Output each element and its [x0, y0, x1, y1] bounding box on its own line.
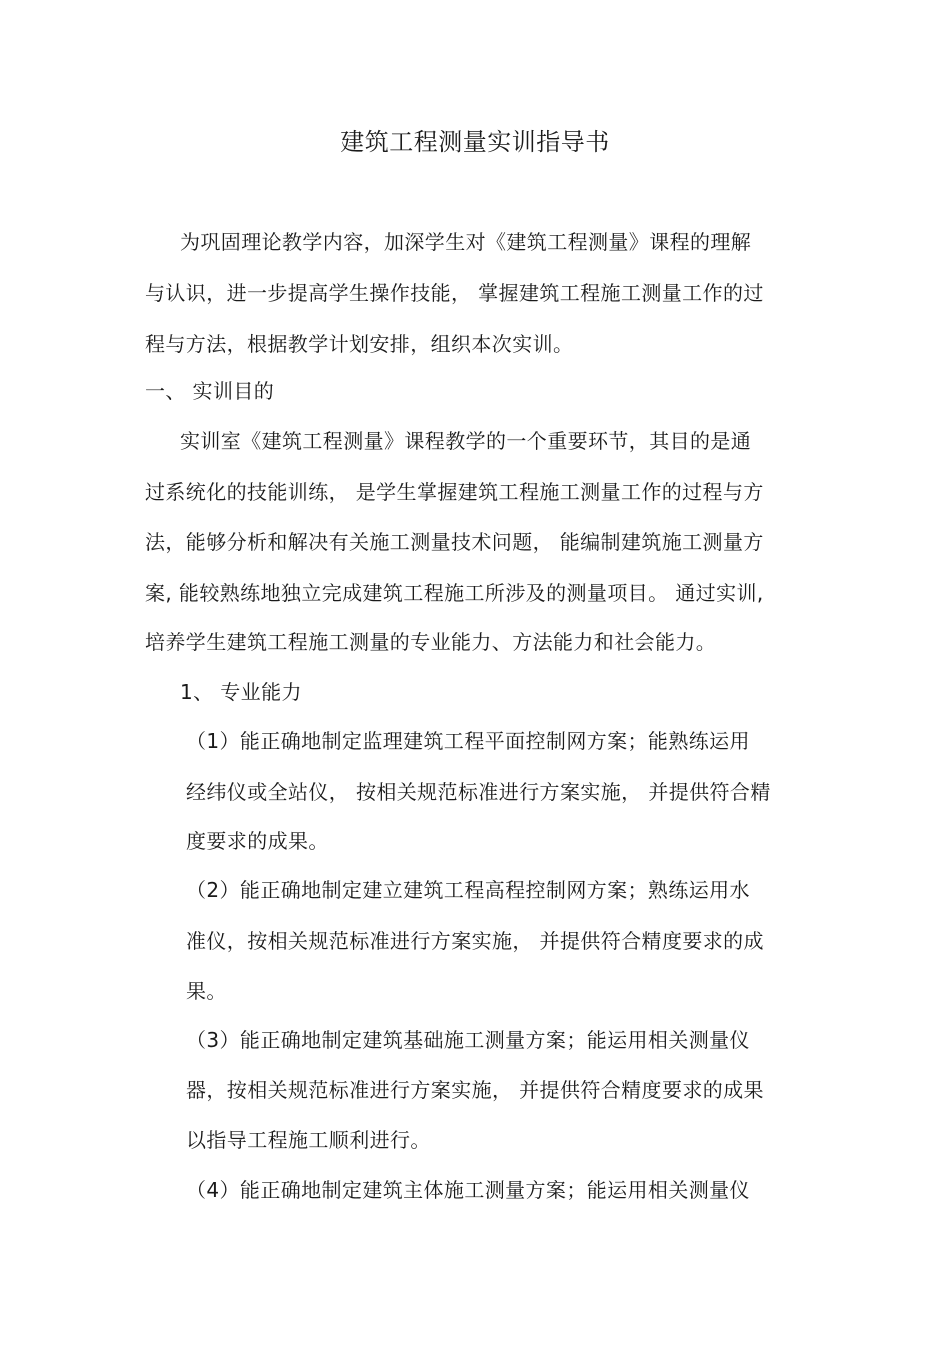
document-title: 建筑工程测量实训指导书 — [340, 128, 610, 156]
section1-line-2: 过系统化的技能训练， 是学生掌握建筑工程施工测量工作的过程与方 — [145, 480, 764, 504]
intro-line-3: 程与方法，根据教学计划安排，组织本次实训。 — [145, 332, 574, 356]
intro-line-2: 与认识，进一步提高学生操作技能， 掌握建筑工程施工测量工作的过 — [145, 281, 764, 305]
section1-line-4: 案, 能较熟练地独立完成建筑工程施工所涉及的测量项目。 通过实训, — [145, 581, 764, 605]
item1-line-3: 度要求的成果。 — [186, 829, 329, 853]
item2-line-3: 果。 — [186, 979, 227, 1003]
item1-line-2: 经纬仪或全站仪， 按相关规范标准进行方案实施， 并提供符合精 — [186, 780, 771, 804]
subsection-heading-professional-ability: 1、 专业能力 — [180, 680, 302, 704]
section1-line-5: 培养学生建筑工程施工测量的专业能力、方法能力和社会能力。 — [145, 630, 717, 654]
item3-line-2: 器，按相关规范标准进行方案实施， 并提供符合精度要求的成果 — [186, 1078, 764, 1102]
item4-line-1: （4）能正确地制定建筑主体施工测量方案；能运用相关测量仪 — [186, 1178, 750, 1202]
item2-line-2: 准仪，按相关规范标准进行方案实施， 并提供符合精度要求的成 — [186, 929, 764, 953]
section1-line-3: 法，能够分析和解决有关施工测量技术问题， 能编制建筑施工测量方 — [145, 530, 764, 554]
intro-line-1: 为巩固理论教学内容，加深学生对《建筑工程测量》课程的理解 — [180, 230, 752, 254]
item3-line-1: （3）能正确地制定建筑基础施工测量方案；能运用相关测量仪 — [186, 1028, 750, 1052]
section-heading-training-purpose: 一、 实训目的 — [145, 379, 275, 403]
section1-line-1: 实训室《建筑工程测量》课程教学的一个重要环节，其目的是通 — [180, 429, 752, 453]
item3-line-3: 以指导工程施工顺利进行。 — [186, 1128, 431, 1152]
item1-line-1: （1）能正确地制定监理建筑工程平面控制网方案；能熟练运用 — [186, 729, 750, 753]
item2-line-1: （2）能正确地制定建立建筑工程高程控制网方案；熟练运用水 — [186, 878, 750, 902]
